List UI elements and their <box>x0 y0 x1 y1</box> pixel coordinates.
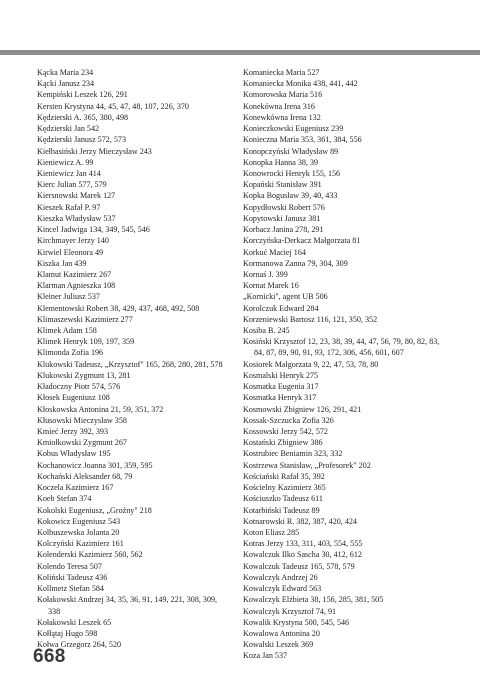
index-entry: Komaniecka Maria 527 <box>243 68 320 77</box>
index-entry: Kostański Zbigniew 386 <box>243 438 323 448</box>
index-entry: Koczela Kazimierz 167 <box>37 483 114 493</box>
index-entry: Kotarbiński Tadeusz 89 <box>243 505 320 515</box>
index-entry: Klukowski Tadeusz, „Krzysztof" 165, 268, 280, 281, 578 <box>37 359 223 369</box>
index-entry: Kowalczyk Krzysztof 74, 91 <box>243 606 337 616</box>
index-entry: Kowalczyk Edward 563 <box>243 584 322 594</box>
index-entry: Kowalczuk Ilko Sascha 30, 412, 612 <box>243 550 362 560</box>
index-entry: Kolendo Teresa 507 <box>37 561 102 571</box>
index-entry: Kotnarowski R. 382, 387, 420, 424 <box>243 516 357 526</box>
index-entry: Kącka Maria 234 <box>37 68 94 77</box>
index-entry: Kierc Julian 577, 579 <box>37 180 107 190</box>
index-entry: Koton Eliasz 285 <box>243 527 300 537</box>
index-entry: Kędzierski Janusz 572, 573 <box>37 135 127 145</box>
index-entry: Kleiner Juliusz 537 <box>37 292 100 302</box>
index-entry: Kornaś J. 399 <box>243 269 288 279</box>
index-entry: Kosmatka Eugenia 317 <box>243 382 319 392</box>
index-entry: Kołakowski Leszek 65 <box>37 617 112 627</box>
index-entry: Kieniewicz A. 99 <box>37 157 94 167</box>
index-entry: Kieszek Rafał P. 97 <box>37 202 101 212</box>
index-entry: Kłoskowska Antonina 21, 59, 351, 372 <box>37 404 164 414</box>
index-entry: Kiszka Jan 439 <box>37 258 87 268</box>
index-entry: Kochanowicz Joanna 301, 359, 595 <box>37 460 153 470</box>
index-entry: Kirwiel Eleonora 49 <box>37 247 104 257</box>
index-entry: Klimek Adam 158 <box>37 326 97 336</box>
index-entry: Kincel Jadwiga 134, 349, 545, 546 <box>37 225 150 235</box>
index-entry: Kowalowa Antonina 20 <box>243 628 320 638</box>
index-entry: Koza Jan 537 <box>243 651 288 661</box>
index-entry: Klukowski Zygmunt 13, 281 <box>37 370 131 380</box>
index-entry: Kędzierski A. 365, 380, 498 <box>37 112 129 122</box>
index-entry: Kornat Marek 16 <box>243 281 299 291</box>
index-entry: Klarman Agnieszka 108 <box>37 281 116 291</box>
index-entry: Kopka Bogusław 39, 40, 433 <box>243 191 338 201</box>
index-entry: Kładoczny Piotr 574, 576 <box>37 382 121 392</box>
index-entry: Kowalik Krystyna 500, 545, 546 <box>243 617 350 627</box>
index-entry: Kędzierski Jan 542 <box>37 124 100 134</box>
index-entry: Korolczuk Edward 284 <box>243 303 319 313</box>
header-rule <box>0 50 480 55</box>
index-entry: Kopański Stanisław 391 <box>243 180 322 190</box>
page-number: 668 <box>33 646 66 667</box>
index-entry: Kostrubiec Beniamin 323, 332 <box>243 449 343 459</box>
index-entry: Kolczyński Kazimierz 161 <box>37 539 124 549</box>
index-entry: Klimonda Zofia 196 <box>37 348 104 358</box>
index-entry: Kossak-Szczucka Zofia 326 <box>243 415 334 425</box>
index-entry: Kmieć Jerzy 392, 393 <box>37 427 109 436</box>
index-entry: Kolenderski Kazimierz 560, 562 <box>37 550 143 560</box>
index-entry: Kokolski Eugeniusz, „Groźny" 218 <box>37 505 152 515</box>
index-entry: Kłusowski Mieczysław 358 <box>37 415 127 425</box>
index-entry: Kołakowski Andrzej 34, 35, 36, 91, 149, 221, 308, 309, 338 <box>37 595 218 616</box>
index-entry: Kosmalski Henryk 275 <box>243 370 319 380</box>
index-entry: Korczyńska-Derkacz Małgorzata 81 <box>243 236 361 246</box>
index-entry: Korbacz Janina 278, 291 <box>243 225 324 235</box>
index-entry: Kopydłowski Robert 576 <box>243 202 325 212</box>
index-entry: Kowalczuk Tadeusz 165, 578, 579 <box>243 561 355 571</box>
index-entry: Klimaszewski Kazimierz 277 <box>37 314 133 324</box>
index-entry: Klementowski Robert 38, 429, 437, 468, 492, 508 <box>37 303 200 313</box>
index-entry: Kopytowski Janusz 381 <box>243 213 321 223</box>
index-entry: Konieczkowski Eugeniusz 239 <box>243 124 344 134</box>
index-entry: Koliński Tadeusz 436 <box>37 572 108 582</box>
index-entry: „Kornicki", agent UB 506 <box>243 292 328 302</box>
index-entry: Komorowska Maria 516 <box>243 90 323 100</box>
index-entry: Kieniewicz Jan 414 <box>37 168 101 178</box>
index-entry: Kossowski Jerzy 542, 572 <box>243 427 328 436</box>
index-entry: Kochański Aleksander 68, 79 <box>37 471 133 481</box>
index-entry: Kirchmayer Jerzy 140 <box>37 236 109 246</box>
index-entry: Kieszka Władysław 537 <box>37 213 116 223</box>
index-entry: Kłosek Eugeniusz 108 <box>37 393 110 403</box>
index-entry: Kostrzewa Stanisław, „Profesorek" 202 <box>243 460 371 470</box>
index-entry: Konowrocki Henryk 155, 156 <box>243 168 341 178</box>
index-entry: Konekówna Irena 316 <box>243 101 315 111</box>
index-entry: Kącki Janusz 234 <box>37 79 95 89</box>
index-entry: Klimek Henryk 109, 197, 359 <box>37 337 135 347</box>
index-entry: Kowalczyk Andrzej 26 <box>243 572 318 582</box>
index-entry: Kempiński Leszek 126, 291 <box>37 90 128 100</box>
index-entry: Koeb Stefan 374 <box>37 494 92 504</box>
index-entry: Kosiorek Małgorzata 9, 22, 47, 53, 78, 80 <box>243 359 379 369</box>
index-entry: Konopka Hanna 38, 39 <box>243 157 319 167</box>
index-entry: Kersten Krystyna 44, 45, 47, 48, 107, 226, 370 <box>37 101 189 111</box>
index-entry: Kosiba B. 245 <box>243 326 290 336</box>
index-entry: Kowalski Leszek 369 <box>243 640 314 650</box>
index-column-right <box>243 67 451 662</box>
index-entry: Kościański Rafał 35, 392 <box>243 471 325 481</box>
index-entry: Kiełbasiński Jerzy Mieczysław 243 <box>37 146 152 156</box>
index-entry: Kokowicz Eugeniusz 543 <box>37 516 121 526</box>
index-entry: Kościelny Kazimierz 365 <box>243 483 326 493</box>
index-entry: Konieczna Maria 353, 361, 384, 556 <box>243 135 362 145</box>
index-column-left <box>37 67 227 650</box>
index-entry: Klamut Kazimierz 267 <box>37 269 112 279</box>
index-entry: Kiersnowski Marek 127 <box>37 191 116 201</box>
index-entry: Kmiołkowski Zygmunt 267 <box>37 438 127 448</box>
index-entry: Kobus Władysław 195 <box>37 449 111 459</box>
index-entry: Kowalczyk Elżbieta 38, 156, 285, 381, 505 <box>243 595 384 605</box>
index-entry: Kotras Jerzy 133, 311, 403, 554, 555 <box>243 539 363 549</box>
index-entry: Kosmatka Henryk 317 <box>243 393 317 403</box>
index-entry: Konopczyński Władysław 89 <box>243 146 339 156</box>
index-entry: Komaniecka Monika 438, 441, 442 <box>243 79 358 89</box>
index-entry: Kollmetz Stefan 584 <box>37 584 104 594</box>
index-entry: Korzeniewski Bartosz 116, 121, 350, 352 <box>243 314 378 324</box>
index-entry: Kosmowski Zbigniew 126, 291, 421 <box>243 404 362 414</box>
index-entry: Korkuć Maciej 164 <box>243 247 306 257</box>
index-entry: Kosiński Krzysztof 12, 23, 38, 39, 44, 47, 56, 79, 80, 82, 83, 84, 87, 89, 90, 91, 93, 172, 306, 456, 601, 607 <box>243 337 440 358</box>
index-entry: Kościuszko Tadeusz 611 <box>243 494 323 504</box>
index-entry: Kołwa Grzegorz 264, 520 <box>37 640 122 650</box>
index-entry: Kormanowa Zanna 79, 304, 309 <box>243 258 348 268</box>
index-entry: Konewkówna Irena 132 <box>243 112 321 122</box>
index-entry: Kołłątaj Hugo 598 <box>37 628 98 638</box>
index-entry: Kolbuszewska Jolanta 20 <box>37 527 120 537</box>
